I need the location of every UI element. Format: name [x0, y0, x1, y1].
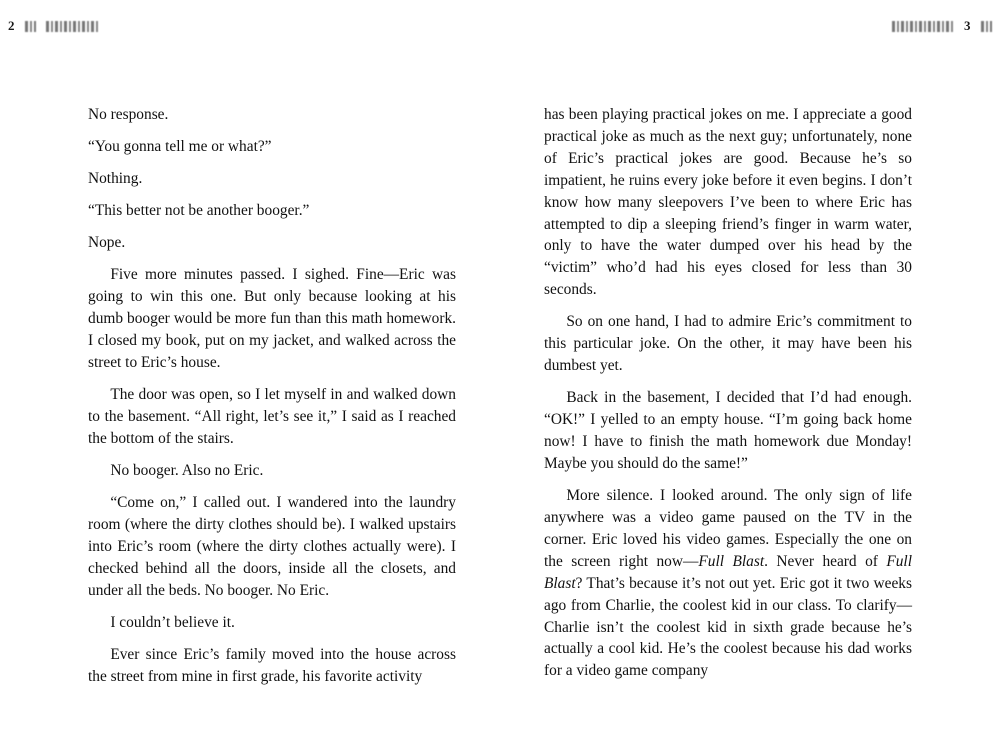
paragraph: “You gonna tell me or what?” [88, 138, 272, 156]
paragraph: No response. [88, 106, 169, 123]
title-glyph-icon [25, 21, 36, 32]
paragraph: I couldn’t believe it. [110, 613, 235, 631]
game-title-italic: Full Blast [544, 552, 912, 592]
book-title-blurred-left [46, 21, 100, 32]
paragraph: Five more minutes passed. I sighed. Fine—Eric was going to win this one. But only because looking at his dumb booger would be more fun than this math homework. I closed my book, put on my jacket, and walked across the street to Eric’s house. [88, 266, 456, 372]
paragraph: The door was open, so I let myself in and walked down to the basement. “All right, let’s see it,” I said as I reached the bottom of the stairs. [88, 386, 456, 447]
text-run: ? That’s because it’s not out yet. Eric got it two weeks ago from Charlie, the coolest kid in our class. To clarify—Charlie isn’t the coolest kid in sixth grade because he’s actually a cool kid. He’s the coolest because his dad works for a video game company [544, 574, 912, 680]
paragraph: Ever since Eric’s family moved into the house across the street from mine in first grade, his favorite activity [88, 646, 456, 685]
paragraph: “Come on,” I called out. I wandered into the laundry room (where the dirty clothes should be). I walked upstairs into Eric’s room (where the dirty clothes actually were). I checked behind all the doors, inside all the closets, and under all the beds. No booger. No Eric. [88, 494, 456, 599]
paragraph: “This better not be another booger.” [88, 202, 310, 220]
text-body [0, 104, 1000, 688]
paragraph: Back in the basement, I decided that I’d had enough. “OK!” I yelled to an empty house. “I’m going back home now! I have to finish the math homework due Monday! Maybe you should do the same!” [544, 389, 912, 472]
text-run: More silence. I looked around. The only sign of life anywhere was a video game paused on the TV in the corner. Eric loved his video games. Especially the one on the screen right now— [544, 487, 912, 570]
paragraph: Nope. [88, 234, 126, 252]
paragraph-with-italics [544, 485, 912, 682]
running-head-left [8, 18, 100, 34]
game-title-italic: Full Blast [698, 552, 765, 570]
paragraph: Nothing. [88, 170, 143, 188]
page-folio-right: 3 [964, 18, 971, 33]
chapter-title-blurred-right [892, 21, 954, 32]
title-glyph-icon [981, 21, 992, 32]
column-right [544, 104, 912, 688]
paragraph: So on one hand, I had to admire Eric’s commitment to this particular joke. On the other, it may have been his dumbest yet. [544, 313, 912, 375]
page-folio-left: 2 [8, 18, 15, 33]
paragraph: has been playing practical jokes on me. I appreciate a good practical joke as much as the next guy; unfortunately, none of Eric’s practical jokes are good. Because he’s so impatient, he ruins every joke before it even begins. I don’t know how many sleepovers I’ve been to where Eric has attempted to dip a sleeping friend’s finger in warm water, only to have the water dumped over his head by the “victim” who’d had his eyes closed for less than 30 seconds. [544, 106, 912, 299]
running-head-right [892, 18, 992, 34]
text-run: . Never heard of [764, 552, 887, 570]
paragraph: No booger. Also no Eric. [110, 462, 264, 480]
column-left [88, 104, 456, 688]
